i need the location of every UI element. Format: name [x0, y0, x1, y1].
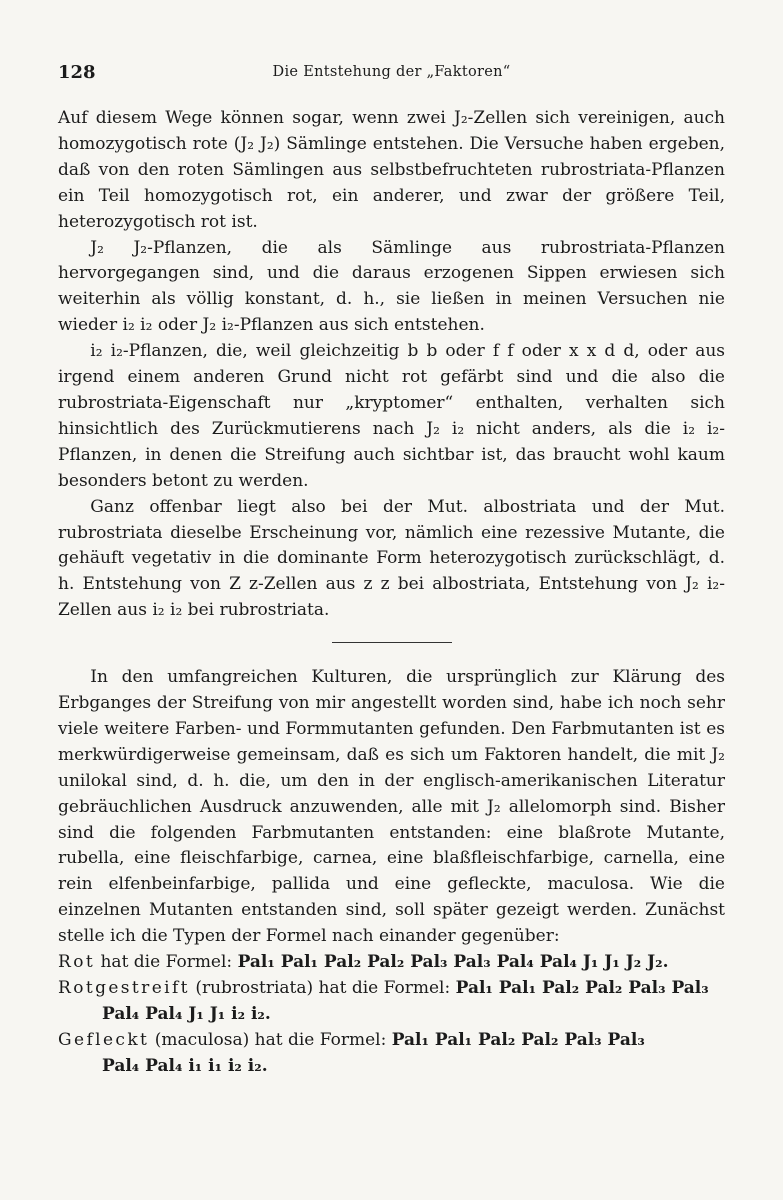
page-header [58, 62, 725, 88]
formula-label: Rot [58, 952, 96, 973]
formula-expression-continued: Pal₄ Pal₄ i₁ i₁ i₂ i₂. [102, 1055, 268, 1076]
page-number: 128 [58, 62, 96, 83]
formula-expression: Pal₁ Pal₁ Pal₂ Pal₂ Pal₃ Pal₃ [391, 1029, 645, 1050]
formula-label: Rotgestreift [58, 978, 190, 998]
formula-text: (maculosa) hat die Formel: [154, 1029, 387, 1050]
formula-expression-continued: Pal₄ Pal₄ J₁ J₁ i₂ i₂. [102, 1003, 271, 1024]
formula-expression: Pal₁ Pal₁ Pal₂ Pal₂ Pal₃ Pal₃ [455, 978, 709, 998]
paragraph-j2-plants: J₂ J₂-Pflanzen, die als Sämlinge aus rubrostriata-Pflanzen hervorgegangen sind, und die daraus erzogenen Sippen erwiesen sich weiterhin als völlig konstant, d. h., sie ließen in meinen Versuchen nie wieder i₂ i₂ oder J₂ i₂-Pflanzen aus sich entstehen. [58, 237, 725, 336]
paragraph-conclusion: Ganz offenbar liegt also bei der Mut. albostriata und der Mut. rubrostriata dieselbe Erscheinung vor, nämlich eine rezessive Mutante, die gehäuft vegetativ in die dominante Form heterozygotisch zurückschlägt, d. h. Entstehung von Z z-Zellen aus z z bei albostriata, Entstehung von J₂ i₂-Zellen aus i₂ i₂ bei rubrostriata. [58, 496, 725, 621]
formula-text: hat die Formel: [100, 952, 233, 973]
formula-label: Gefleckt [58, 1029, 150, 1050]
running-title: Die Entstehung der „Faktoren“ [272, 64, 511, 80]
paragraph-i2-plants: i₂ i₂-Pflanzen, die, weil gleichzeitig b b oder f f oder x x d d, oder aus irgend einem anderen Grund nicht rot gefärbt sind und die also die rubrostriata-Eigenschaft nur „kryptomer“ enthalten, verhalten sich hinsichtlich des Zurückmutierens nach J₂ i₂ nicht anders, als die i₂ i₂-Pflanzen, in denen die Streifung auch sichtbar ist, das braucht wohl kaum besonders betont zu werden. [58, 341, 725, 491]
paragraph-color-mutants: In den umfangreichen Kulturen, die ursprünglich zur Klärung des Erbganges der Streifung von mir angestellt worden sind, habe ich noch sehr viele weitere Farben- und Formmutanten gefunden. Den Farbmutanten ist es merkwürdigerweise gemeinsam, daß es sich um Faktoren handelt, die mit J₂ unilokal sind, d. h. die, um den in der englisch-amerikanischen Literatur gebräuchlichen Ausdruck anzuwenden, alle mit J₂ allelomorph sind. Bisher sind die folgenden Farbmutanten entstanden: eine blaßrote Mutante, rubella, eine fleischfarbige, carnea, eine blaßfleischfarbige, carnella, eine rein elfenbeinfarbige, pallida und eine gefleckte, maculosa. Wie die einzelnen Mutanten entstanden sind, soll später gezeigt werden. Zunächst stelle ich die Typen der Formel nach einander gegenüber: [58, 667, 725, 947]
page-body [58, 106, 725, 1080]
formula-red [58, 950, 725, 976]
formula-spotted [58, 1028, 725, 1080]
formula-expression: Pal₁ Pal₁ Pal₂ Pal₂ Pal₃ Pal₃ Pal₄ Pal₄ J₁ J₁ J₂ J₂. [237, 952, 669, 973]
paragraph-homozygous-red: Auf diesem Wege können sogar, wenn zwei J₂-Zellen sich vereinigen, auch homozygotisch rote (J₂ J₂) Sämlinge entstehen. Die Versuche haben ergeben, daß von den roten Sämlingen aus selbstbefruchteten rubrostriata-Pflanzen ein Teil homozygotisch rot, ein anderer, und zwar der größere Teil, heterozygotisch rot ist. [58, 108, 725, 232]
formula-red-striped [58, 976, 725, 1028]
section-divider [332, 642, 452, 643]
formula-text: (rubrostriata) hat die Formel: [195, 978, 451, 998]
